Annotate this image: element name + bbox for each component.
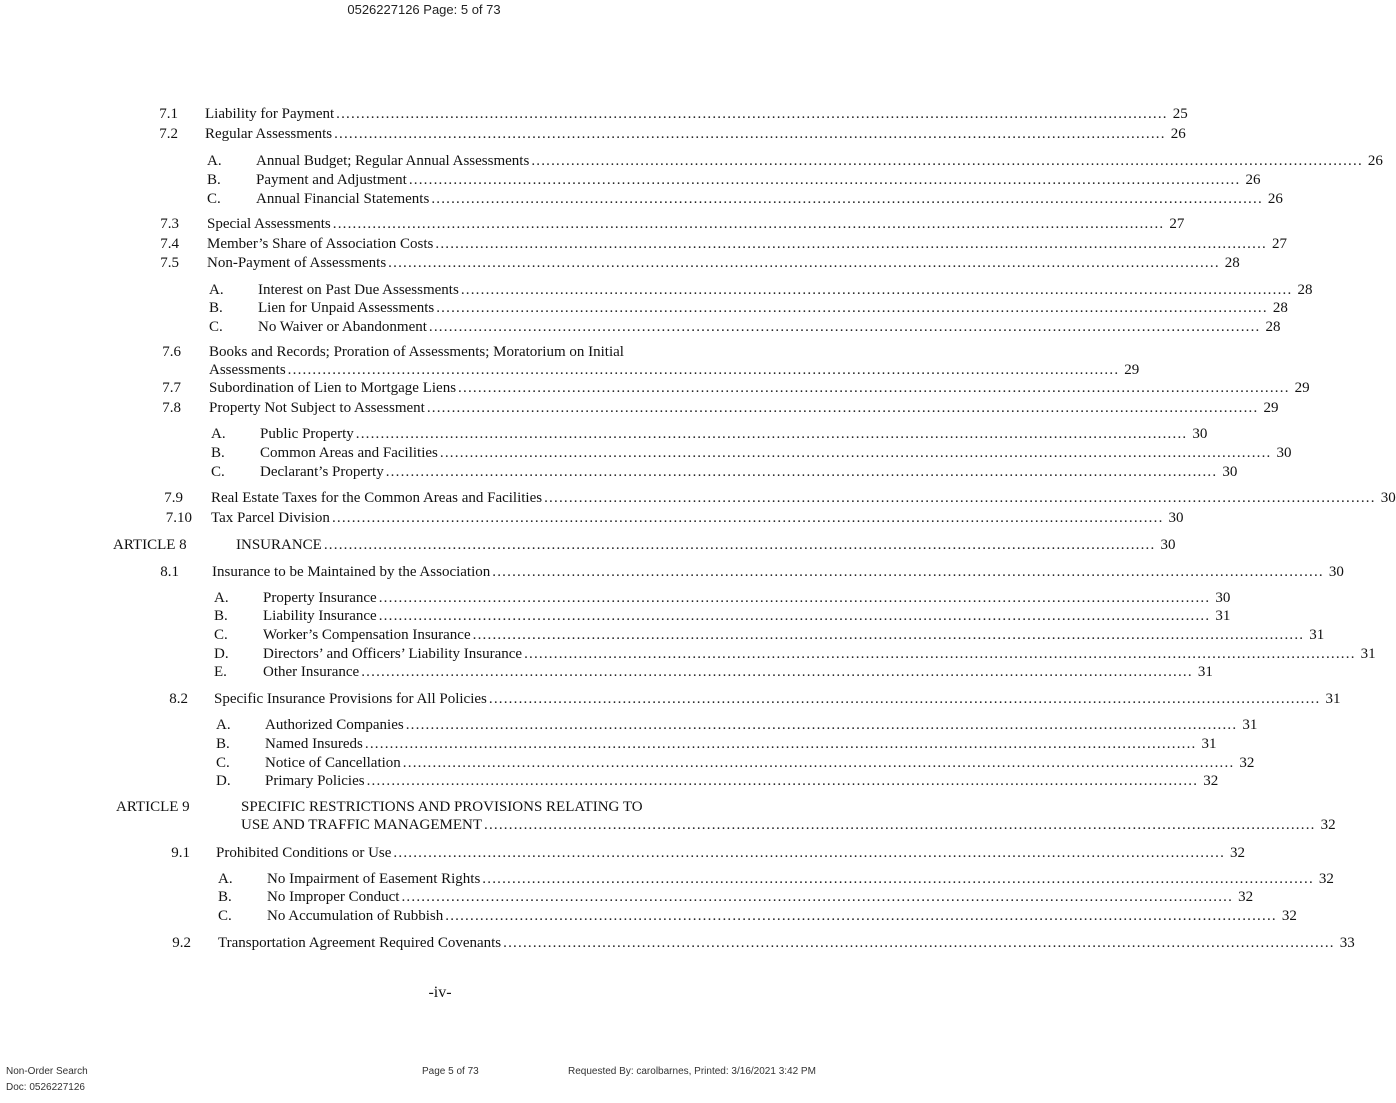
toc-entry-8-2: 8.2 Specific Insurance Provisions for All Policies ........................................................................................................................................................................ 31 — [0, 689, 760, 709]
toc-subentry-7-5-b: B. Lien for Unpaid Assessments ........................................................................................................................................................................ 28 — [209, 300, 1288, 316]
entry-title: Declarant’s Property — [260, 464, 384, 480]
toc-subentry-9-1-c: C. No Accumulation of Rubbish ........................................................................................................................................................................ 32 — [218, 908, 1297, 924]
page-ref: 31 — [1197, 664, 1213, 680]
footer-search-type: Non-Order Search — [6, 1066, 88, 1077]
page-ref: 29 — [1294, 380, 1310, 396]
entry-title-line2: Assessments — [209, 362, 286, 378]
entry-title: No Waiver or Abandonment — [258, 319, 427, 335]
sub-letter: A. — [214, 590, 229, 606]
page-ref: 30 — [1222, 464, 1238, 480]
toc-entry-7-7: 7.7 Subordination of Lien to Mortgage Liens ........................................................................................................................................................................ 29 — [0, 378, 760, 398]
section-number: 7.1 — [159, 106, 178, 122]
section-number: 8.2 — [169, 691, 188, 707]
footer-requested-by: Requested By: carolbarnes, Printed: 3/16/2021 3:42 PM — [568, 1066, 816, 1077]
entry-title-line1: Books and Records; Proration of Assessments; Moratorium on Initial — [209, 344, 624, 360]
entry-title: Property Not Subject to Assessment — [209, 400, 425, 416]
page-ref: 25 — [1172, 106, 1188, 122]
entry-title: Worker’s Compensation Insurance — [263, 627, 471, 643]
footer-page: Page 5 of 73 — [422, 1066, 479, 1077]
sub-letter: B. — [218, 889, 232, 905]
entry-title: Non-Payment of Assessments — [207, 255, 387, 271]
section-number: 7.7 — [162, 380, 181, 396]
section-number: 7.3 — [160, 216, 179, 232]
section-number: 9.2 — [172, 935, 191, 951]
entry-title: Property Insurance — [263, 590, 377, 606]
entry-title: Prohibited Conditions or Use — [216, 845, 392, 861]
toc-subentry-8-2-a: A. Authorized Companies ........................................................................................................................................................................ 31 — [216, 717, 1258, 733]
section-number: 7.8 — [162, 400, 181, 416]
toc-entry-7-10: 7.10 Tax Parcel Division ........................................................................................................................................................................ 30 — [0, 508, 760, 528]
toc-subentry-8-2-d: D. Primary Policies ........................................................................................................................................................................ 32 — [216, 773, 1219, 789]
sub-letter: C. — [216, 755, 230, 771]
article-label: ARTICLE 8 — [113, 537, 187, 553]
entry-title: Lien for Unpaid Assessments — [258, 300, 435, 316]
entry-title: No Improper Conduct — [267, 889, 400, 905]
toc-entry-7-9: 7.9 Real Estate Taxes for the Common Areas and Facilities ........................................................................................................................................................................ 30 — [0, 488, 760, 508]
page-ref: 26 — [1267, 191, 1283, 207]
footer-doc-id: Doc: 0526227126 — [6, 1082, 85, 1093]
entry-title: Liability Insurance — [263, 608, 377, 624]
entry-title: Insurance to be Maintained by the Association — [212, 564, 491, 580]
page-ref: 30 — [1276, 445, 1292, 461]
toc-entry-7-6-cont: Assessments ........................................................................................................................................................................ 29 — [209, 362, 1140, 378]
page-ref: 30 — [1192, 426, 1208, 442]
page-ref: 31 — [1309, 627, 1325, 643]
page-ref: 33 — [1339, 935, 1355, 951]
entry-title: Annual Financial Statements — [256, 191, 430, 207]
entry-title: Specific Insurance Provisions for All Policies — [214, 691, 487, 707]
sub-letter: B. — [209, 300, 223, 316]
toc-subentry-7-8-b: B. Common Areas and Facilities ........................................................................................................................................................................ 30 — [211, 445, 1292, 461]
toc-subentry-7-2-b: B. Payment and Adjustment ........................................................................................................................................................................ 26 — [207, 172, 1261, 188]
entry-title: Real Estate Taxes for the Common Areas and Facilities — [211, 490, 543, 506]
page-ref: 31 — [1201, 736, 1217, 752]
entry-title: Payment and Adjustment — [256, 172, 407, 188]
page-ref: 31 — [1325, 691, 1341, 707]
article-title-line2: USE AND TRAFFIC MANAGEMENT — [241, 817, 482, 833]
toc-entry-8-1: 8.1 Insurance to be Maintained by the Association ........................................................................................................................................................................ 30 — [0, 562, 760, 582]
page-ref: 32 — [1203, 773, 1219, 789]
page-ref: 26 — [1170, 126, 1186, 142]
page-ref: 30 — [1215, 590, 1231, 606]
entry-title: No Impairment of Easement Rights — [267, 871, 481, 887]
sub-letter: C. — [207, 191, 221, 207]
sub-letter: D. — [216, 773, 231, 789]
page-ref: 31 — [1242, 717, 1258, 733]
entry-title: Other Insurance — [263, 664, 360, 680]
toc-subentry-9-1-b: B. No Improper Conduct ........................................................................................................................................................................ 32 — [218, 889, 1254, 905]
toc-entry-9-1: 9.1 Prohibited Conditions or Use ........................................................................................................................................................................ 32 — [0, 843, 760, 863]
entry-title: No Accumulation of Rubbish — [267, 908, 444, 924]
page-ref: 31 — [1215, 608, 1231, 624]
page-ref: 32 — [1239, 755, 1255, 771]
article-title-line1: SPECIFIC RESTRICTIONS AND PROVISIONS RELATING TO — [241, 799, 643, 815]
page-ref: 28 — [1265, 319, 1281, 335]
toc-entry-7-2: 7.2 Regular Assessments ........................................................................................................................................................................ 26 — [0, 124, 760, 144]
section-number: 9.1 — [171, 845, 190, 861]
toc-entry-9-2: 9.2 Transportation Agreement Required Covenants ........................................................................................................................................................................ 33 — [0, 933, 760, 953]
sub-letter: D. — [214, 646, 229, 662]
toc-subentry-7-8-a: A. Public Property ........................................................................................................................................................................ 30 — [211, 426, 1208, 442]
sub-letter: B. — [214, 608, 228, 624]
page-ref: 26 — [1245, 172, 1261, 188]
toc-subentry-8-1-d: D. Directors’ and Officers’ Liability Insurance ........................................................................................................................................................................ 31 — [214, 646, 1376, 662]
sub-letter: A. — [207, 153, 222, 169]
page-ref: 30 — [1328, 564, 1344, 580]
sub-letter: B. — [207, 172, 221, 188]
sub-letter: B. — [211, 445, 225, 461]
sub-letter: A. — [209, 282, 224, 298]
entry-title: Special Assessments — [207, 216, 331, 232]
sub-letter: A. — [218, 871, 233, 887]
entry-title: Interest on Past Due Assessments — [258, 282, 459, 298]
toc-article-9 — [0, 797, 760, 817]
sub-letter: C. — [211, 464, 225, 480]
sub-letter: E. — [214, 664, 227, 680]
page-ref: 29 — [1263, 400, 1279, 416]
page-ref: 28 — [1224, 255, 1240, 271]
entry-title: Directors’ and Officers’ Liability Insurance — [263, 646, 523, 662]
entry-title: Subordination of Lien to Mortgage Liens — [209, 380, 457, 396]
toc-subentry-8-1-b: B. Liability Insurance ........................................................................................................................................................................ 31 — [214, 608, 1231, 624]
entry-title: Common Areas and Facilities — [260, 445, 438, 461]
toc-subentry-8-1-a: A. Property Insurance ........................................................................................................................................................................ 30 — [214, 590, 1231, 606]
toc-subentry-7-8-c: C. Declarant’s Property ........................................................................................................................................................................ 30 — [211, 464, 1238, 480]
toc-article-8: ARTICLE 8 INSURANCE ........................................................................................................................................................................ 30 — [113, 537, 1176, 553]
section-number: 7.2 — [159, 126, 178, 142]
sub-letter: C. — [218, 908, 232, 924]
entry-title: Authorized Companies — [265, 717, 404, 733]
toc-entry-7-8: 7.8 Property Not Subject to Assessment ........................................................................................................................................................................ 29 — [0, 398, 760, 418]
page-number: -iv- — [428, 984, 452, 1001]
entry-title: Notice of Cancellation — [265, 755, 401, 771]
sub-letter: A. — [216, 717, 231, 733]
page-ref: 28 — [1297, 282, 1313, 298]
entry-title: Primary Policies — [265, 773, 365, 789]
toc-subentry-8-1-c: C. Worker’s Compensation Insurance ........................................................................................................................................................................ 31 — [214, 627, 1325, 643]
toc-subentry-8-1-e: E. Other Insurance ........................................................................................................................................................................ 31 — [214, 664, 1213, 680]
section-number: 7.6 — [162, 344, 181, 360]
toc-subentry-8-2-b: B. Named Insureds ........................................................................................................................................................................ 31 — [216, 736, 1217, 752]
entry-title: Liability for Payment — [205, 106, 335, 122]
page-ref: 32 — [1230, 845, 1246, 861]
section-number: 8.1 — [160, 564, 179, 580]
article-label: ARTICLE 9 — [116, 799, 190, 815]
toc-subentry-7-2-a: A. Annual Budget; Regular Annual Assessments ........................................................................................................................................................................ 26 — [207, 153, 1383, 169]
toc-article-9-cont: USE AND TRAFFIC MANAGEMENT ........................................................................................................................................................................ 32 — [241, 817, 1336, 833]
sub-letter: A. — [211, 426, 226, 442]
page-ref: 30 — [1160, 537, 1176, 553]
section-number: 7.9 — [164, 490, 183, 506]
page-ref: 32 — [1318, 871, 1334, 887]
section-number: 7.4 — [160, 236, 179, 252]
page-ref: 32 — [1238, 889, 1254, 905]
page-ref: 28 — [1272, 300, 1288, 316]
toc-entry-7-4: 7.4 Member’s Share of Association Costs ........................................................................................................................................................................ 27 — [0, 234, 760, 254]
page-ref: 30 — [1168, 510, 1184, 526]
toc-subentry-7-5-a: A. Interest on Past Due Assessments ........................................................................................................................................................................ 28 — [209, 282, 1313, 298]
section-number: 7.10 — [165, 510, 192, 526]
entry-title: Public Property — [260, 426, 354, 442]
sub-letter: C. — [214, 627, 228, 643]
entry-title: Named Insureds — [265, 736, 363, 752]
entry-title: Member’s Share of Association Costs — [207, 236, 434, 252]
section-number: 7.5 — [160, 255, 179, 271]
sub-letter: C. — [209, 319, 223, 335]
page-ref: 31 — [1360, 646, 1376, 662]
page-ref: 30 — [1380, 490, 1396, 506]
toc-entry-7-1: 7.1 Liability for Payment ........................................................................................................................................................................ 25 — [0, 104, 760, 124]
toc-subentry-8-2-c: C. Notice of Cancellation ........................................................................................................................................................................ 32 — [216, 755, 1255, 771]
article-title: INSURANCE — [236, 537, 322, 553]
page-ref: 29 — [1124, 362, 1140, 378]
toc-entry-7-6 — [0, 342, 760, 362]
toc-subentry-7-5-c: C. No Waiver or Abandonment ........................................................................................................................................................................ 28 — [209, 319, 1281, 335]
toc-subentry-9-1-a: A. No Impairment of Easement Rights ........................................................................................................................................................................ 32 — [218, 871, 1334, 887]
entry-title: Tax Parcel Division — [211, 510, 330, 526]
entry-title: Regular Assessments — [205, 126, 333, 142]
entry-title: Transportation Agreement Required Covenants — [218, 935, 502, 951]
page-ref: 27 — [1271, 236, 1287, 252]
entry-title: Annual Budget; Regular Annual Assessments — [256, 153, 530, 169]
page-ref: 32 — [1320, 817, 1336, 833]
page-ref: 27 — [1169, 216, 1185, 232]
sub-letter: B. — [216, 736, 230, 752]
document-header: 0526227126 Page: 5 of 73 — [347, 2, 501, 17]
toc-entry-7-5: 7.5 Non-Payment of Assessments ........................................................................................................................................................................ 28 — [0, 253, 760, 273]
toc-entry-7-3: 7.3 Special Assessments ........................................................................................................................................................................ 27 — [0, 214, 760, 234]
toc-subentry-7-2-c: C. Annual Financial Statements ........................................................................................................................................................................ 26 — [207, 191, 1283, 207]
page-ref: 32 — [1281, 908, 1297, 924]
page-ref: 26 — [1367, 153, 1383, 169]
